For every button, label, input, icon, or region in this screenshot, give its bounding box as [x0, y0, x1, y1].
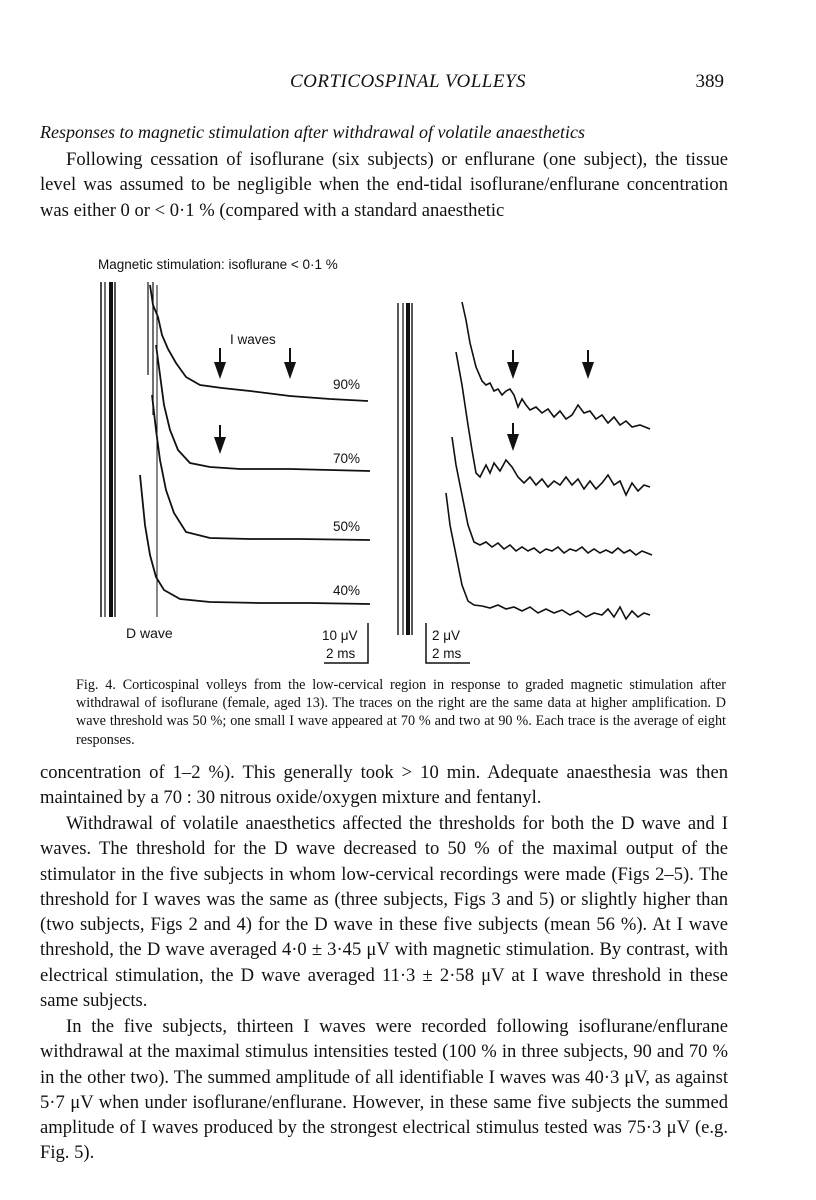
scale-bar-left [322, 623, 368, 663]
scale-left-amplitude: 10 μV [322, 628, 358, 643]
scale-right-time: 2 ms [432, 646, 462, 661]
section-heading: Responses to magnetic stimulation after withdrawal of volatile anaesthetics [40, 122, 585, 142]
i-waves-label: I waves [230, 332, 276, 347]
figure-4 [0, 245, 816, 675]
stimulus-artefact-left [101, 282, 157, 617]
paragraph-2: concentration of 1–2 %). This generally took > 10 min. Adequate anaesthesia was then maintained by a 70 : 30 nitrous oxide/oxygen mixture and fentanyl. [40, 762, 728, 809]
arrow-down-icon [507, 423, 519, 451]
trace-label-90: 90% [333, 377, 361, 392]
trace-90-right [462, 302, 650, 429]
figure-caption: Fig. 4. Corticospinal volleys from the low-cervical region in response to graded magnetic stimulation after withdrawal of isoflurane (female, aged 13). The traces on the right are the same data at higher amplification. D wave threshold was 50 %; one small I wave appeared at 70 % and two at 90 %. Each trace is the average of eight responses. [76, 677, 726, 748]
arrow-down-icon [582, 350, 594, 379]
trace-label-50: 50% [333, 519, 361, 534]
running-title: CORTICOSPINAL VOLLEYS [289, 71, 527, 92]
arrow-down-icon [507, 350, 519, 379]
arrow-down-icon [214, 348, 226, 379]
stimulus-artefact-right [398, 303, 412, 635]
trace-label-40: 40% [333, 583, 361, 598]
trace-40-right [446, 493, 650, 619]
scale-right-amplitude: 2 μV [432, 628, 461, 643]
arrow-down-icon [214, 425, 226, 454]
trace-50-right [452, 437, 652, 555]
paragraph-1: Following cessation of isoflurane (six subjects) or enflurane (one subject), the tissue level was assumed to be negligible when the end-tidal isoflurane/enflurane concentration was either 0 or < 0·1 % (compared with a standard anaesthetic [40, 149, 728, 221]
figure-title: Magnetic stimulation: isoflurane < 0·1 % [98, 257, 338, 272]
paragraph-3: Withdrawal of volatile anaesthetics affected the thresholds for both the D wave and I waves. The threshold for the D wave decreased to 50 % of the maximal output of the stimulator in the five subjects in whom low-cervical recordings were made (Figs 2–5). The threshold for I waves was the same as (three subjects, Figs 3 and 5) or slightly higher than (two subjects, Figs 2 and 4) for the D wave in these five subjects (mean 56 %). At I wave threshold, the D wave averaged 4·0 ± 3·45 μV with magnetic stimulation. By contrast, with electrical stimulation, the D wave averaged 11·3 ± 2·58 μV at I wave threshold in these same subjects. [40, 813, 728, 1012]
scale-left-time: 2 ms [326, 646, 356, 661]
d-wave-label: D wave [126, 625, 173, 641]
arrow-down-icon [284, 348, 296, 379]
paragraph-4: In the five subjects, thirteen I waves were recorded following isoflurane/enflurane withdrawal at the maximal stimulus intensities tested (100 % in three subjects, 90 and 70 % in the other two). The summed amplitude of all identifiable I waves was 40·3 μV, as against 5·7 μV when under isoflurane/enflurane. However, in these same five subjects the summed amplitude of I waves produced by the strongest electrical stimulus tested was 75·3 μV (e.g. Fig. 5). [40, 1016, 728, 1164]
trace-label-70: 70% [333, 451, 361, 466]
scale-bar-right [426, 623, 470, 663]
page-number: 389 [695, 71, 724, 92]
